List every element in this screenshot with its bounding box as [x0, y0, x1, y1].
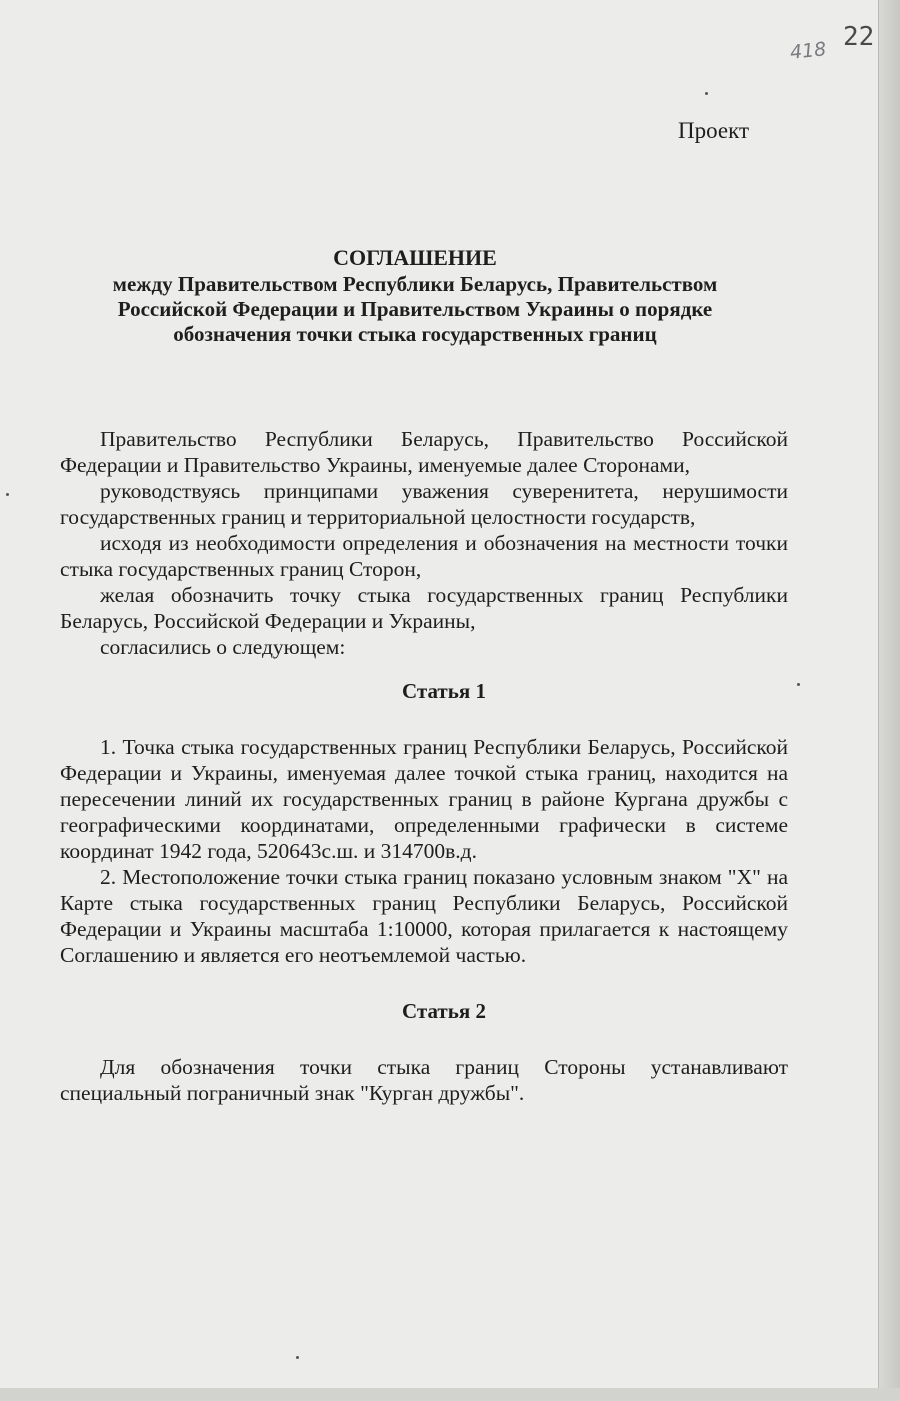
- article-2-paragraph: Для обозначения точки стыка границ Стороны устанавливают специальный пограничный знак "Курган дружбы".: [60, 1055, 788, 1105]
- preamble-paragraph: согласились о следующем:: [100, 635, 346, 659]
- document-title-block: [60, 244, 770, 347]
- margin-speck: [296, 1356, 299, 1359]
- preamble-paragraph: руководствуясь принципами уважения суверенитета, нерушимости государственных границ и территориальной целостности государств,: [60, 479, 788, 529]
- article-1-heading: Статья 1: [402, 679, 486, 703]
- preamble-paragraph: Правительство Республики Беларусь, Правительство Российской Федерации и Правительство Украины, именуемые далее Сторонами,: [60, 427, 788, 477]
- archive-number: 418: [788, 38, 828, 64]
- preamble-paragraph: исходя из необходимости определения и обозначения на местности точки стыка государственных границ Сторон,: [60, 531, 788, 581]
- article-2-heading: Статья 2: [402, 999, 486, 1023]
- document-body: [60, 426, 788, 1106]
- margin-speck: [797, 683, 800, 686]
- preamble-paragraph: желая обозначить точку стыка государственных границ Республики Беларусь, Российской Федерации и Украины,: [60, 583, 788, 633]
- margin-speck: [6, 493, 9, 496]
- document-subtitle: между Правительством Республики Беларусь, Правительством Российской Федерации и Правительством Украины о порядке обозначения точки стыка государственных границ: [112, 272, 718, 346]
- page-number: 22: [843, 22, 875, 52]
- page-edge-shadow: [878, 0, 900, 1401]
- article-1-paragraph: 2. Местоположение точки стыка границ показано условным знаком "Х" на Карте стыка государственных границ Республики Беларусь, Российской Федерации и Украины масштаба 1:10000, которая прилагается к настоящему Соглашению и является его неотъемлемой частью.: [60, 865, 788, 967]
- draft-label: Проект: [678, 118, 750, 143]
- margin-speck: [705, 92, 708, 95]
- page-bottom-edge: [0, 1388, 900, 1401]
- document-title: СОГЛАШЕНИЕ: [333, 245, 497, 270]
- article-1-paragraph: 1. Точка стыка государственных границ Республики Беларусь, Российской Федерации и Украины, именуемая далее точкой стыка границ, находится на пересечении линий их государственных границ в районе Кургана дружбы с географическими координатами, определенными графически в системе координат 1942 года, 520643с.ш. и 314700в.д.: [60, 735, 788, 863]
